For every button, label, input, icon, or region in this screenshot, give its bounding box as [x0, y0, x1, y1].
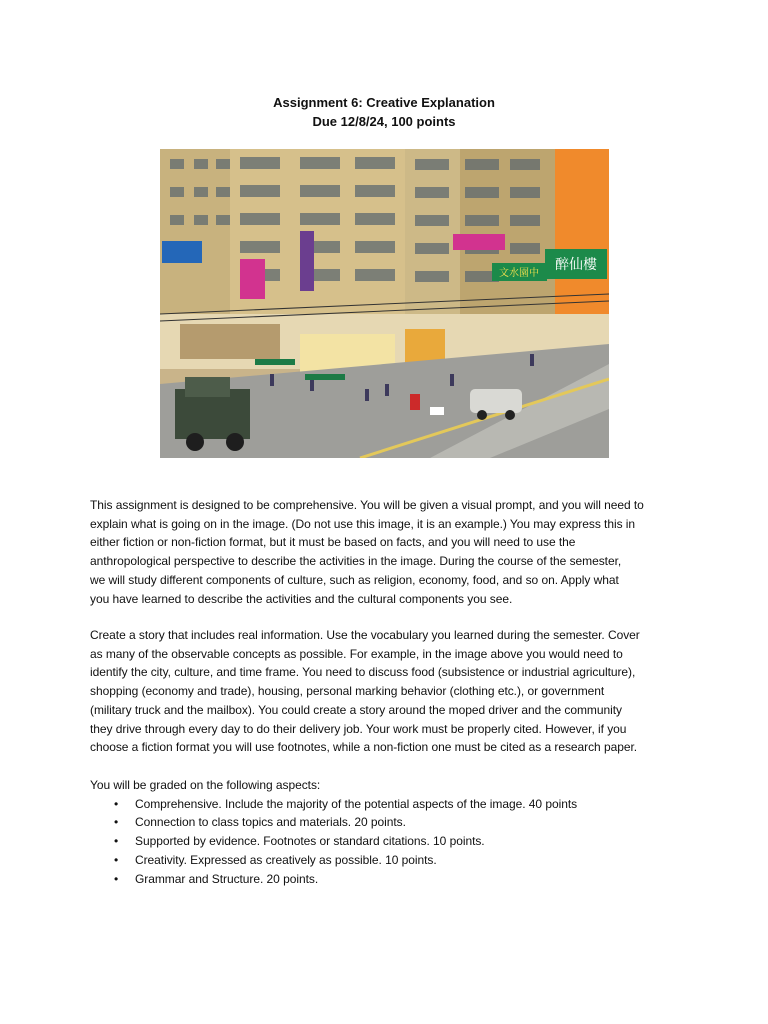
text-line: either fiction or non-fiction format, but it must be based on facts, and you will need to use the	[90, 535, 576, 550]
text-line: shopping (economy and trade), housing, personal marking behavior (clothing etc.), or government	[90, 684, 605, 699]
document-title: Assignment 6: Creative Explanation	[273, 95, 495, 110]
document-title-block	[0, 93, 768, 131]
text-line: choose a fiction format you will use footnotes, while a non-fiction one must be cited as a research paper.	[90, 740, 638, 755]
grading-intro: You will be graded on the following aspects:	[90, 778, 321, 792]
grading-section	[90, 776, 690, 888]
sign-text-2: 文水園中	[499, 268, 539, 279]
document-subtitle: Due 12/8/24, 100 points	[312, 114, 456, 129]
street-scene-photo	[160, 149, 609, 458]
intro-paragraph	[90, 496, 690, 608]
text-line: (military truck and the mailbox). You could create a story around the moped driver and the community	[90, 702, 622, 717]
text-line: explain what is going on in the image. (Do not use this image, it is an example.) You may express this in	[90, 516, 636, 531]
text-line: This assignment is designed to be comprehensive. You will be given a visual prompt, and you will need to	[90, 498, 644, 512]
grading-item: • Connection to class topics and materials. 20 points.	[90, 813, 690, 832]
grading-item: • Grammar and Structure. 20 points.	[90, 870, 690, 889]
text-line: they drive through every day to do their delivery job. Your work must be properly cited. However, if you	[90, 721, 627, 736]
grading-item: • Creativity. Expressed as creatively as possible. 10 points.	[90, 851, 690, 870]
grading-item: • Comprehensive. Include the majority of the potential aspects of the image. 40 points	[90, 795, 690, 814]
text-line: as many of the observable concepts as possible. For example, in the image above you would need to	[90, 646, 623, 661]
text-line: we will study different components of culture, such as religion, economy, food, and so on. Apply what	[90, 572, 619, 587]
grading-item: • Supported by evidence. Footnotes or standard citations. 10 points.	[90, 832, 690, 851]
text-line: anthropological perspective to describe the activities in the image. During the course of the semester,	[90, 554, 622, 569]
grading-list	[90, 795, 690, 889]
text-line: identify the city, culture, and time frame. You need to discuss food (subsistence or industrial agriculture),	[90, 665, 636, 680]
instructions-paragraph	[90, 626, 690, 757]
sign-text-1: 醉仙樓	[555, 257, 597, 273]
text-line: you have learned to describe the activities and the cultural components you see.	[90, 591, 513, 606]
text-line: Create a story that includes real information. Use the vocabulary you learned during the semester. Cover	[90, 628, 640, 642]
